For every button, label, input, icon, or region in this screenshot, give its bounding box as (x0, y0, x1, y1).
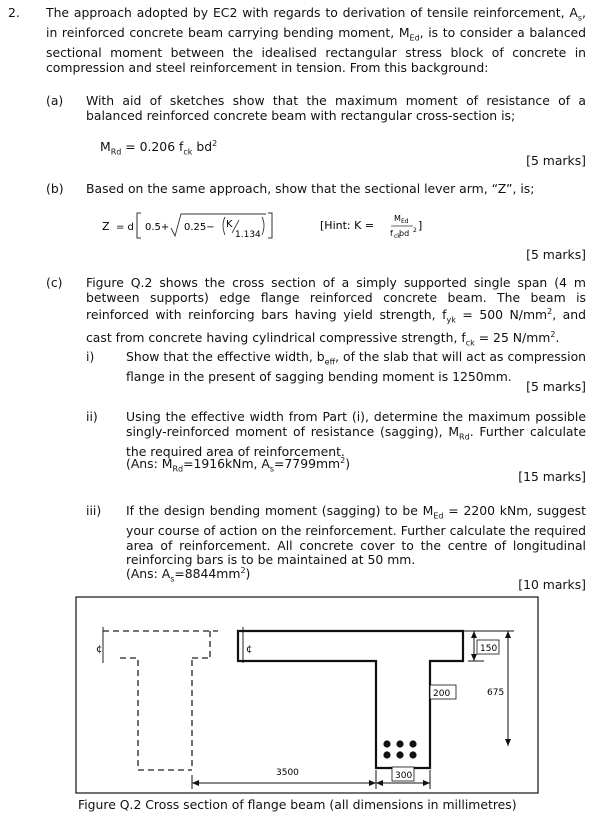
part-c-i-marks: [5 marks] (526, 379, 586, 394)
rebar (396, 751, 403, 758)
dim-150: 150 (480, 644, 498, 654)
part-c-iii-label: iii) (86, 503, 102, 518)
hint-close: ] (418, 219, 423, 232)
rebar (409, 751, 416, 758)
centreline-left-symbol: ¢ (96, 644, 103, 655)
part-c-i-label: i) (86, 349, 95, 364)
part-c-label: (c) (46, 275, 63, 290)
eq-den: 1.134 (235, 230, 261, 240)
part-a-marks: [5 marks] (526, 153, 586, 168)
dim-3500: 3500 (276, 768, 299, 778)
dashed-outline (103, 631, 218, 770)
dim-675: 675 (487, 688, 505, 698)
part-a-equation: $M_{Rd} = 0.206$ $f_{ck}$ $bd^2$ (100, 139, 218, 157)
figure-caption: Figure Q.2 Cross section of flange beam (all dimensions in millimetres) (78, 797, 517, 812)
eq-z: Z (102, 220, 110, 233)
hint-den: f (390, 229, 393, 238)
hint-den-sub: ck (394, 233, 401, 240)
hint-num-sub: Ed (401, 218, 409, 225)
hint-open: [Hint: K = (320, 219, 375, 232)
rebar (409, 740, 416, 747)
eq-body: 0.5+ (145, 222, 170, 233)
part-c-iii-text: If the design bending moment (sagging) to be $M_{Ed} = 2200$ kNm, suggest your course of action on the reinforcement. Further calculate the required area of reinforcement. All concrete cover to the centre of longitudinal reinforcing bars is to be maintained at 50 mm. (126, 503, 586, 568)
hint-den-bd: bd (399, 229, 410, 238)
question-number: 2. (8, 5, 20, 20)
part-a-label: (a) (46, 93, 64, 108)
dim-300: 300 (395, 771, 413, 781)
centreline-right-symbol: ¢ (246, 644, 253, 655)
reinforcement-bars (383, 740, 416, 758)
part-c-ii-text: Using the effective width from Part (i), determine the maximum possible singly-reinforced moment of resistance (sagging), $M_{Rd}$. Further calculate the required area of reinforcement. (126, 409, 587, 459)
part-b-text: Based on the same approach, show that the sectional lever arm, “Z”, is; (86, 181, 535, 196)
part-c-ii-marks: [15 marks] (518, 469, 586, 484)
eq-eq-d: = d (116, 222, 134, 233)
part-a-text: With aid of sketches show that the maximum moment of resistance of a balanced reinforced concrete beam with rectangular cross-section is; (86, 93, 586, 123)
part-c-ii-label: ii) (86, 409, 98, 424)
rebar (383, 740, 390, 747)
eq-sqrt: 0.25− (184, 222, 215, 233)
dim-200: 200 (433, 689, 451, 699)
question-intro: The approach adopted by EC2 with regards to derivation of tensile reinforcement, $A_s$, in reinforced concrete beam carrying bending moment, $M_{Ed}$, is to consider a balanced sectional moment between the idealised rectangular stress block of concrete in compression and steel reinforcement in tension. From this background: (46, 5, 587, 75)
eq-k: K (226, 219, 233, 230)
rebar (383, 751, 390, 758)
rebar (396, 740, 403, 747)
part-c-i-text: Show that the effective width, $b_{eff}$, of the slab that will act as compression flange in the present of sagging bending moment is 1250mm. (126, 349, 587, 385)
part-c-iii-marks: [10 marks] (518, 577, 586, 592)
part-b-label: (b) (46, 181, 64, 196)
part-b-marks: [5 marks] (526, 247, 586, 262)
hint-den-sup: 2 (413, 227, 417, 234)
part-c-text: Figure Q.2 shows the cross section of a simply supported single span (4 m between supports) edge flange reinforced concrete beam. The beam is reinforced with reinforcing bars having yield strength, $f_{yk} = 500$ $N/mm^2$, and cast from concrete having cylindrical compressive strength, $f_{ck} = 25$ $N/mm^2$. (86, 275, 586, 348)
hint-num: M (394, 214, 401, 223)
part-c-iii-answer: (Ans: $A_s=8844mm^2$) (126, 566, 251, 584)
part-c-ii-answer: (Ans: $M_{Rd}=1916kNm$, $A_s=7799mm^2$) (126, 456, 351, 474)
flange-beam-section (238, 631, 463, 768)
figure-frame (76, 597, 538, 793)
